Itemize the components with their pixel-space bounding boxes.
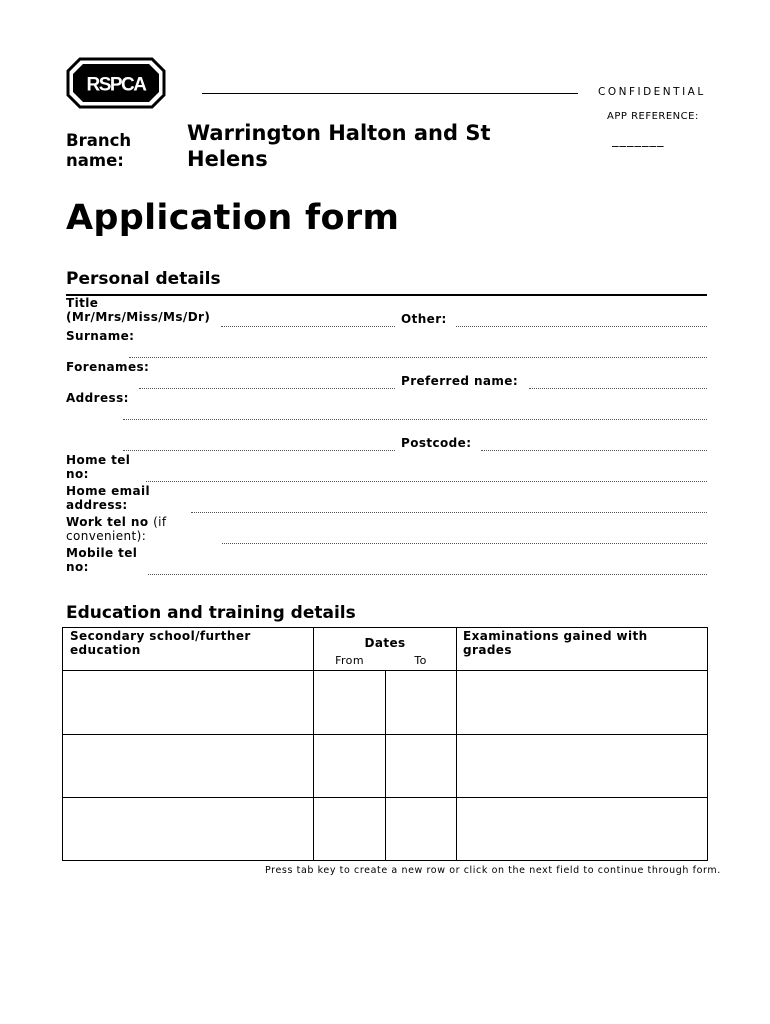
title-field[interactable] bbox=[221, 312, 395, 327]
address-label: Address: bbox=[66, 391, 129, 405]
address-line2-field[interactable] bbox=[123, 436, 395, 451]
from-cell[interactable] bbox=[314, 798, 386, 861]
preferred-name-label: Preferred name: bbox=[401, 374, 519, 388]
page-title: Application form bbox=[66, 198, 400, 238]
exams-cell[interactable] bbox=[457, 671, 708, 735]
other-title-field[interactable] bbox=[456, 312, 707, 327]
exams-cell[interactable] bbox=[457, 798, 708, 861]
personal-details-heading: Personal details bbox=[66, 269, 221, 289]
address-line1-field[interactable] bbox=[123, 405, 707, 420]
surname-field[interactable] bbox=[129, 343, 707, 358]
from-cell[interactable] bbox=[314, 671, 386, 735]
school-cell[interactable] bbox=[63, 671, 314, 735]
surname-label: Surname: bbox=[66, 329, 135, 343]
header-rule bbox=[202, 93, 578, 94]
table-row bbox=[63, 735, 708, 798]
work-tel-field[interactable] bbox=[222, 529, 707, 544]
mobile-tel-label: Mobile tel no: bbox=[66, 546, 138, 574]
postcode-field[interactable] bbox=[481, 436, 707, 451]
education-table bbox=[62, 627, 708, 861]
branch-label: Branch name: bbox=[66, 131, 132, 170]
school-header: Secondary school/further education bbox=[63, 628, 314, 671]
table-row bbox=[63, 671, 708, 735]
to-header: To bbox=[414, 654, 427, 667]
svg-text:RSPCA: RSPCA bbox=[86, 74, 146, 96]
from-cell[interactable] bbox=[314, 735, 386, 798]
school-cell[interactable] bbox=[63, 735, 314, 798]
from-header: From bbox=[335, 654, 364, 667]
preferred-name-field[interactable] bbox=[529, 374, 707, 389]
app-reference-label: APP REFERENCE: bbox=[607, 111, 699, 122]
education-header-row bbox=[63, 628, 708, 671]
other-label: Other: bbox=[401, 312, 447, 326]
mobile-tel-field[interactable] bbox=[148, 560, 707, 575]
home-tel-label: Home tel no: bbox=[66, 453, 131, 481]
exams-cell[interactable] bbox=[457, 735, 708, 798]
home-email-label: Home email address: bbox=[66, 484, 151, 512]
rspca-logo bbox=[66, 57, 166, 109]
dates-header: Dates From To bbox=[314, 628, 457, 671]
to-cell[interactable] bbox=[385, 671, 457, 735]
branch-name: Warrington Halton and St Helens bbox=[187, 121, 491, 171]
title-label: Title (Mr/Mrs/Miss/Ms/Dr) bbox=[66, 296, 211, 324]
home-tel-field[interactable] bbox=[146, 467, 707, 482]
forenames-label: Forenames: bbox=[66, 360, 150, 374]
home-email-field[interactable] bbox=[191, 498, 707, 513]
school-cell[interactable] bbox=[63, 798, 314, 861]
table-row bbox=[63, 798, 708, 861]
table-instruction-note: Press tab key to create a new row or click on the next field to continue through form. bbox=[265, 865, 721, 876]
to-cell[interactable] bbox=[385, 798, 457, 861]
forenames-field[interactable] bbox=[139, 374, 395, 389]
exams-header: Examinations gained with grades bbox=[457, 628, 708, 671]
confidential-label: CONFIDENTIAL bbox=[598, 86, 706, 98]
to-cell[interactable] bbox=[385, 735, 457, 798]
education-heading: Education and training details bbox=[66, 603, 356, 623]
app-reference-field[interactable] bbox=[612, 133, 706, 147]
postcode-label: Postcode: bbox=[401, 436, 472, 450]
work-tel-label: Work tel no (if convenient): bbox=[66, 515, 167, 543]
